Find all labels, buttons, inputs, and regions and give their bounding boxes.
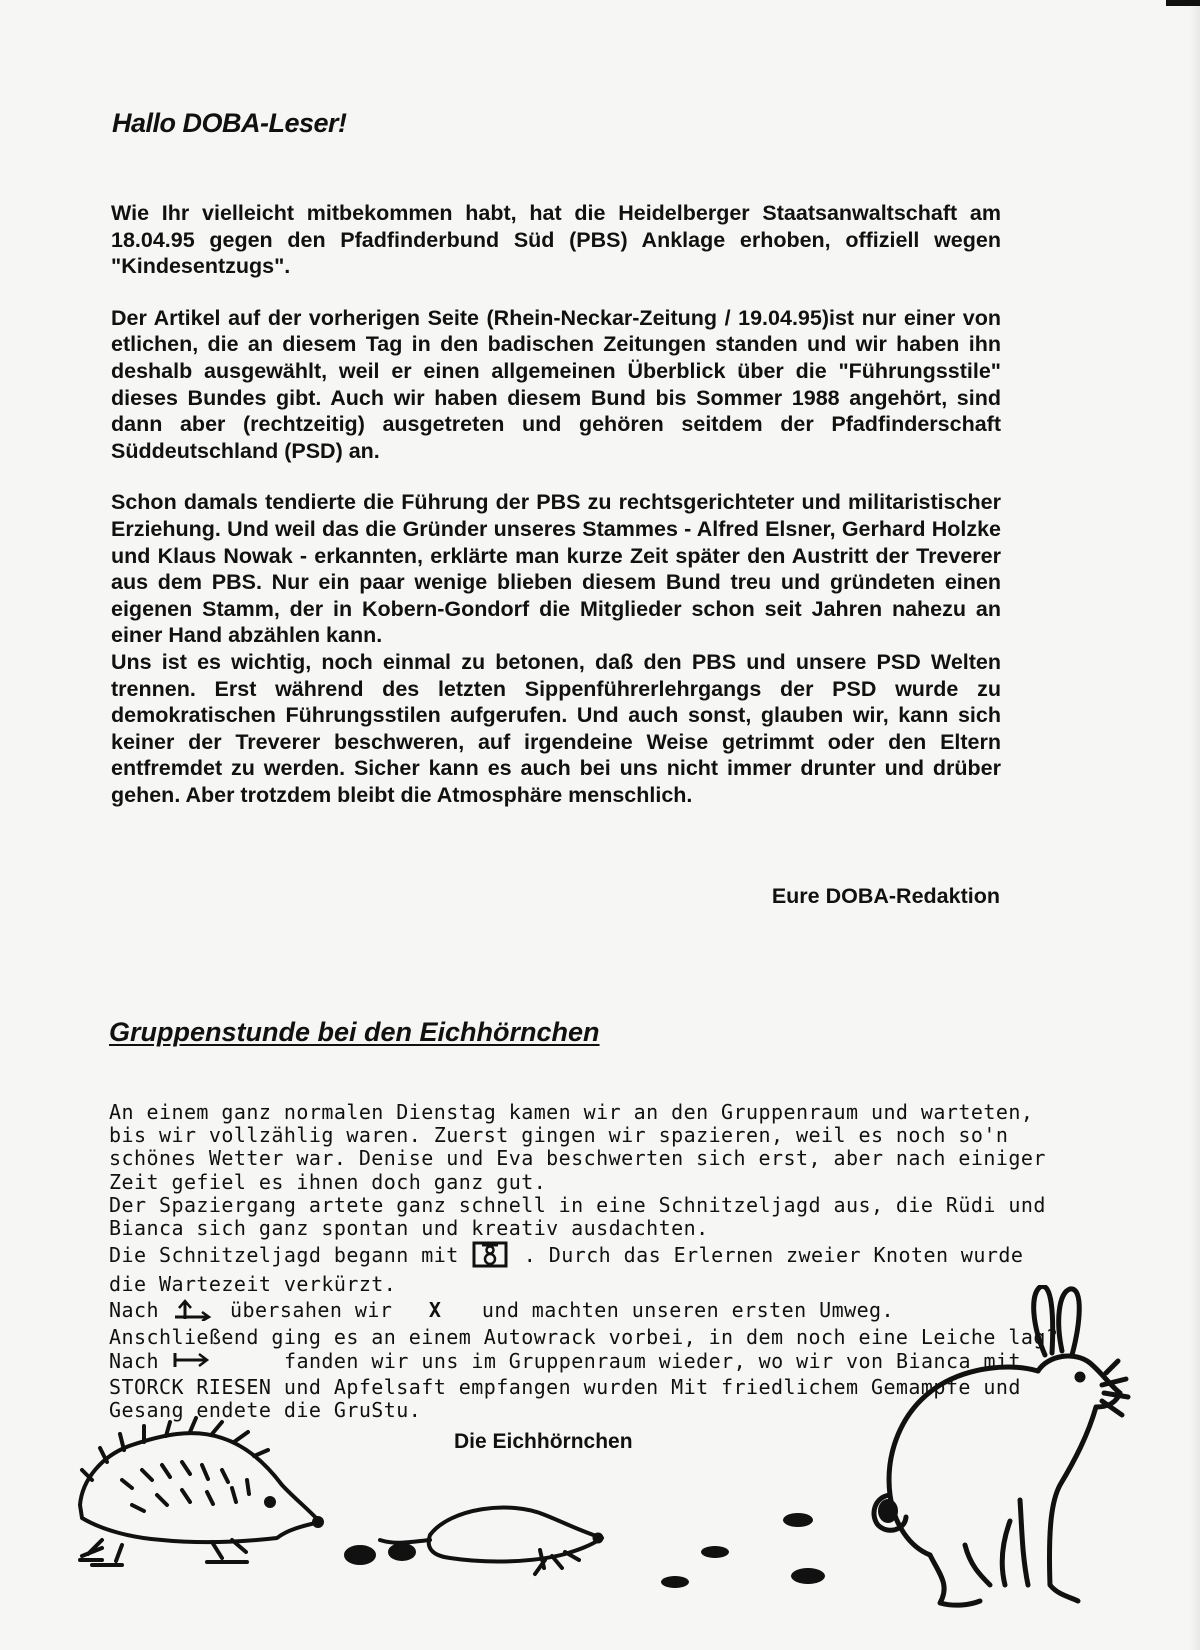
story-text: . Durch das Erlernen zweier Knoten wurde [511,1243,1024,1268]
story-text: Die Schnitzeljagd begann mit [109,1243,472,1268]
group-report-title: Gruppenstunde bei den Eichhörnchen [109,1017,600,1047]
story-line [109,1240,1024,1273]
hedgehog-drawing [62,1410,332,1580]
mole-drawing [340,1490,660,1590]
page-edge [1190,0,1200,1650]
letter-paragraph: Wie Ihr vielleicht mitbekommen habt, hat die Heidelberger Staatsanwaltschaft am 18.04.95 gegen den Pfadfinderbund Süd (PBS) Anklage erhoben, offiziell wegen "Kindesentzugs". [111,201,1001,279]
story-line: An einem ganz normalen Dienstag kamen wir an den Gruppenraum und warteten, [109,1100,1034,1124]
letter-signature: Eure DOBA-Redaktion [771,884,1000,908]
story-text: Nach [109,1349,172,1374]
cross-mark-icon: X [428,1297,442,1322]
story-text: fanden wir uns im Gruppenraum wieder, wo wir von Bianca mit [271,1349,1021,1374]
letter-paragraph: Uns ist es wichtig, noch einmal zu betonen, daß den PBS und unsere PSD Welten trennen. Erst während des letzten Sippenführerlehrgangs der PSD wurde zu demokratischen Führungsstilen aufgerufen. Und auch sonst, glauben wir, kann sich keiner der Treverer beschweren, auf irgendeine Weise getrimmt oder den Eltern entfremdet zu werden. Sicher kann es auch bei uns nicht immer drunter und drüber gehen. Aber trotzdem bleibt die Atmosphäre menschlich. [111,649,1001,807]
story-line: STORCK RIESEN und Apfelsaft empfangen wurden Mit friedlichem Gemampfe und [109,1375,1021,1400]
story-line: Zeit gefiel es ihnen doch ganz gut. [109,1169,547,1194]
letter-paragraph: Der Artikel auf der vorherigen Seite (Rhein-Neckar-Zeitung / 19.04.95)ist nur einer von etlichen, die an diesem Tag in den badischen Zeitungen standen und wir haben ihn deshalb ausgewählt, weil er einen allgemeinen Überblick über die "Führungsstile" dieses Bundes gibt. Auch wir haben diesem Bund bis Sommer 1988 angehört, sind dann aber (rechtzeitig) ausgetreten und gehören seitdem der Pfadfinderschaft Süddeutschland (PSD) an. [111,305,1001,463]
letter-greeting: Hallo DOBA-Leser! [112,108,347,138]
story-line: die Wartezeit verkürzt. [109,1272,397,1297]
story-line: Bianca sich ganz spontan und kreativ ausdachten. [109,1216,709,1241]
story-text: Nach [109,1297,172,1322]
story-line: Anschließend ging es an einem Autowrack vorbei, in dem noch eine Leiche lag? [109,1324,1059,1349]
story-text: übersahen wir [217,1297,405,1322]
group-report-signature: Die Eichhörnchen [454,1430,633,1453]
letter-body [111,200,1001,808]
start-sign-icon [471,1240,511,1273]
letter-paragraph: Schon damals tendierte die Führung der PBS zu rechtsgerichteter und militaristischer Erziehung. Und weil das die Gründer unseres Stammes - Alfred Elsner, Gerhard Holzke und Klaus Nowak - erkannten, erklärte man kurze Zeit später den Austritt der Treverer aus dem PBS. Nur ein paar wenige blieben diesem Bund treu und gründeten einen eigenen Stamm, der in Kobern-Gondorf die Mitglieder schon seit Jahren nahezu an einer Hand abzählen kann. [111,490,1001,648]
story-line: Der Spaziergang artete ganz schnell in eine Schnitzeljagd aus, die Rüdi und [109,1192,1046,1217]
story-line: Gesang endete die GruStu. [109,1398,422,1423]
footprint-marks [650,1500,830,1600]
story-line: schönes Wetter war. Denise und Eva beschwerten sich erst, aber nach einiger [109,1146,1046,1171]
story-text: und machten unseren ersten Umweg. [469,1297,895,1322]
straight-arrow-icon [171,1349,211,1376]
rabbit-drawing [870,1285,1140,1625]
page-edge-mark [1166,0,1200,6]
story-line: bis wir vollzählig waren. Zuerst gingen wir spazieren, weil es noch so'n [109,1123,1009,1148]
turn-right-arrow-icon [171,1297,217,1326]
